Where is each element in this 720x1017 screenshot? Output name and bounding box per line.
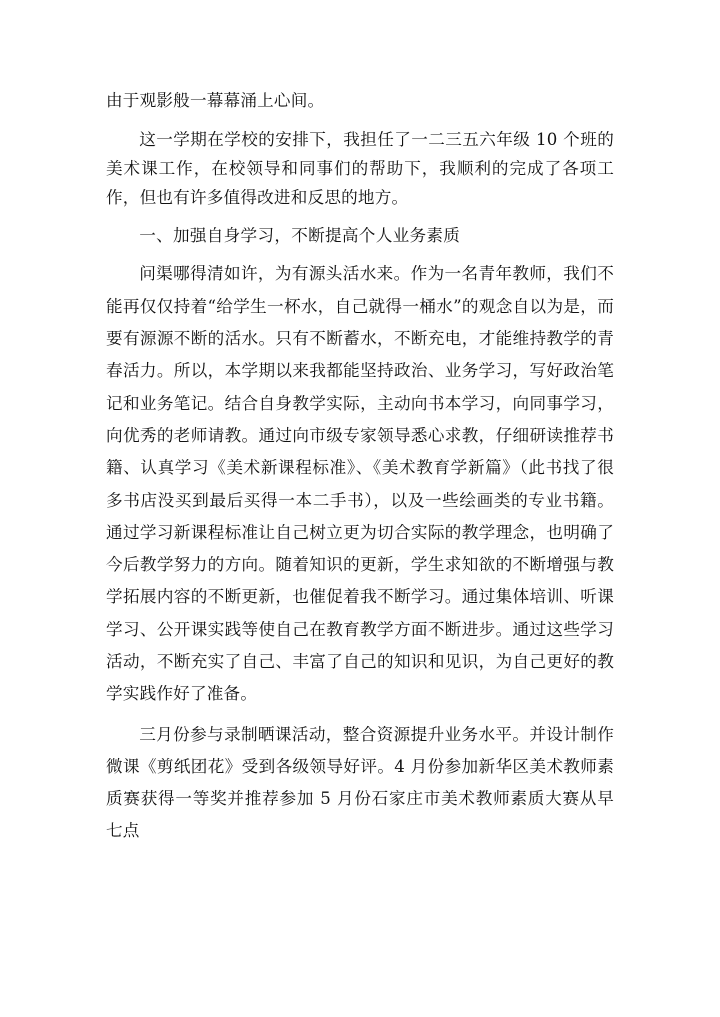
paragraph-intro: 这一学期在学校的安排下，我担任了一二三五六年级 10 个班的美术课工作，在校领导和同事们的帮助下，我顺利的完成了各项工作，但也有许多值得改进和反思的地方。: [106, 130, 614, 208]
paragraph-activities: 三月份参与录制晒课活动，整合资源提升业务水平。并设计制作微课《剪纸团花》受到各级领导好评。4 月份参加新华区美术教师素质赛获得一等奖并推荐参加 5 月份石家庄市美术教师素质大赛从早七点: [106, 724, 614, 840]
document-body: [106, 86, 614, 847]
paragraph-continuation: 由于观影般一幕幕涌上心间。: [106, 91, 325, 110]
paragraph-learning: 问渠哪得清如许，为有源头活水来。作为一名青年教师，我们不能再仅仅持着“给学生一杯水，自己就得一桶水”的观念自以为是，而要有源源不断的活水。只有不断蓄水，不断充电，才能维持教学的青春活力。所以，本学期以来我都能坚持政治、业务学习，写好政治笔记和业务笔记。结合自身教学实际，主动向书本学习，向同事学习，向优秀的老师请教。通过向市级专家领导悉心求教，仔细研读推荐书籍、认真学习《美术新课程标准》、《美术教育学新篇》（此书找了很多书店没买到最后买得一本二手书），以及一些绘画类的专业书籍。通过学习新课程标准让自己树立更为切合实际的教学理念，也明确了今后教学努力的方向。随着知识的更新，学生求知欲的不断增强与教学拓展内容的不断更新，也催促着我不断学习。通过集体培训、听课学习、公开课实践等使自己在教育教学方面不断进步。通过这些学习活动，不断充实了自己、丰富了自己的知识和见识，为自己更好的教学实践作好了准备。: [106, 264, 614, 704]
section-heading: 一、加强自身学习，不断提高个人业务素质: [139, 226, 461, 246]
